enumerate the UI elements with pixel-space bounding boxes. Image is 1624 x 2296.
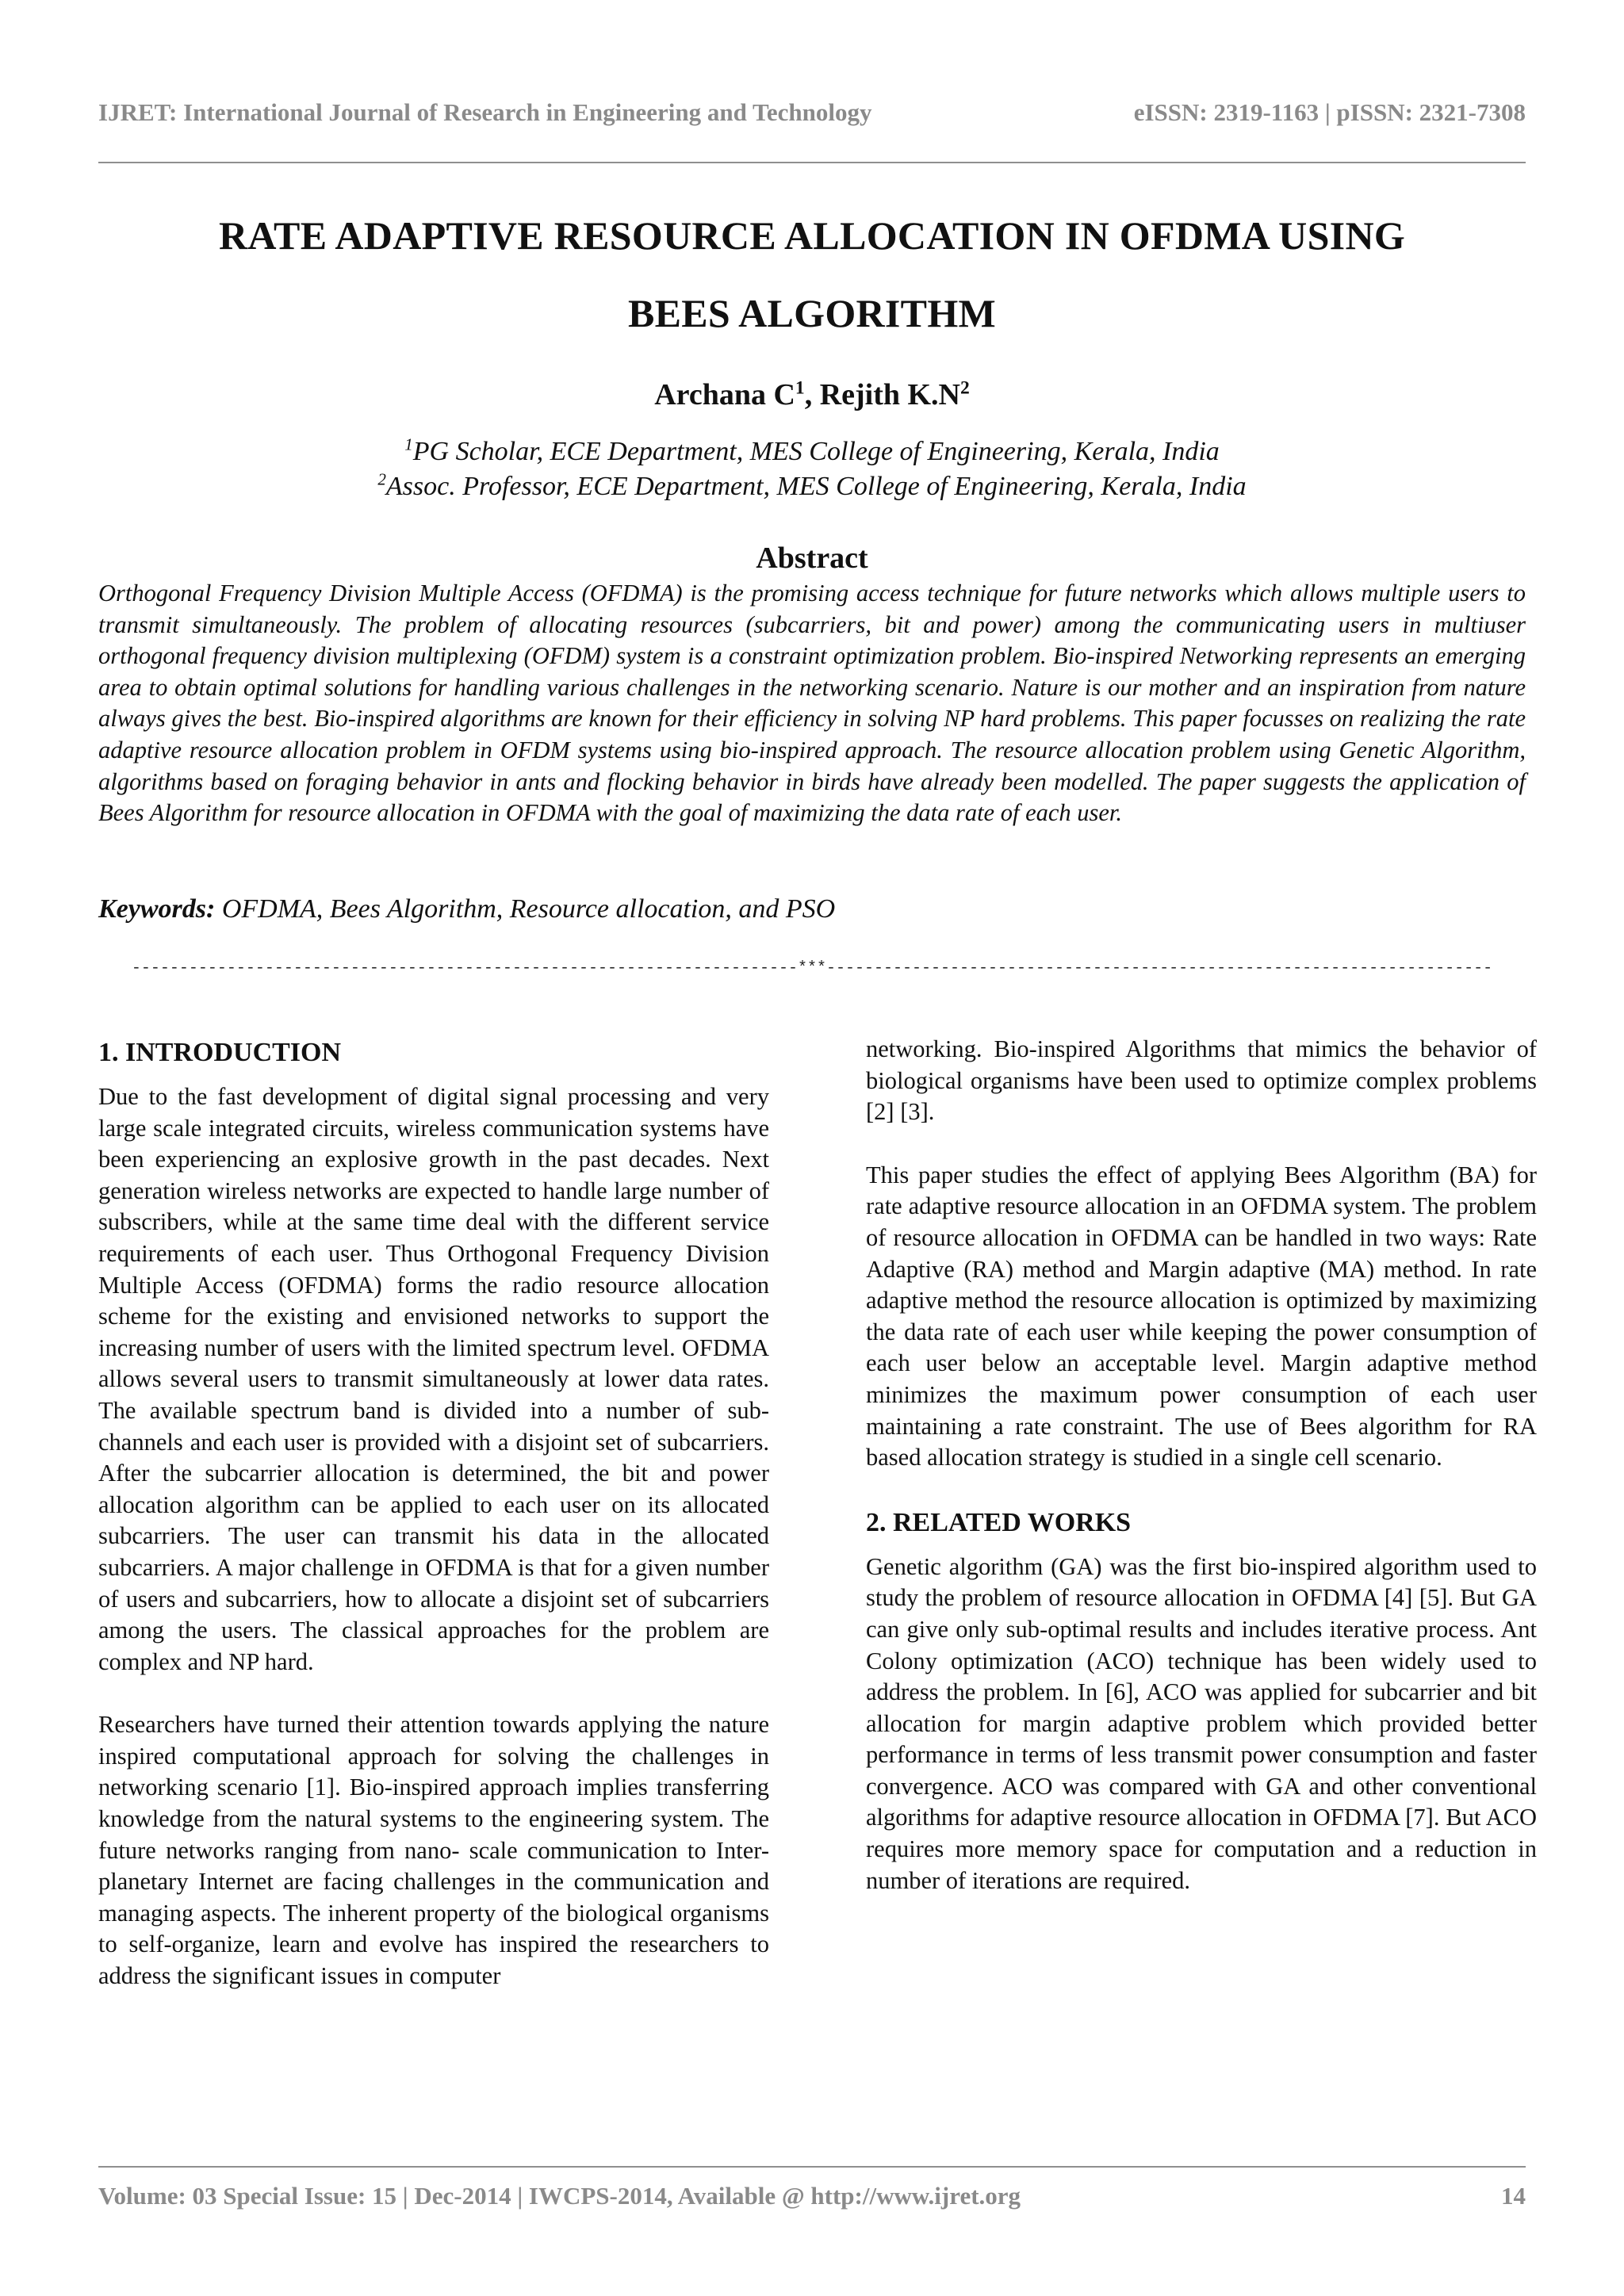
keywords-text: OFDMA, Bees Algorithm, Resource allocation, and PSO: [215, 894, 836, 924]
paper-title: [98, 197, 1526, 352]
journal-name: IJRET: International Journal of Research in Engineering and Technology: [98, 98, 872, 126]
section-separator: ----------------------------------------------------------------------***----------------------------------------------------------------------: [131, 959, 1493, 978]
introduction-heading: 1. INTRODUCTION: [98, 1038, 342, 1067]
affiliation-1-text: PG Scholar, ECE Department, MES College of Engineering, Kerala, India: [412, 437, 1220, 466]
column-right: [866, 1034, 1537, 1928]
title-line-1: RATE ADAPTIVE RESOURCE ALLOCATION IN OFDMA USING: [218, 213, 1406, 258]
title-line-2: BEES ALGORITHM: [627, 291, 997, 335]
author-separator: ,: [804, 378, 820, 411]
issn: eISSN: 2319-1163 | pISSN: 2321-7308: [1133, 98, 1526, 126]
related-works-heading: 2. RELATED WORKS: [866, 1507, 1132, 1537]
footer: [98, 2182, 1526, 2210]
author-1: Archana C: [654, 378, 795, 411]
affiliation-1: [98, 434, 1526, 469]
introduction-paragraph-3: This paper studies the effect of applying Bees Algorithm (BA) for rate adaptive resource allocation in an OFDMA system. The problem of resource allocation in OFDMA can be handled in two ways: Rate Adaptive (RA) method and Margin adaptive (MA) method. In rate adaptive method the resource allocation is optimized by maximizing the data rate of each user while keeping the power consumption of each user below an acceptable level. Margin adaptive method minimizes the maximum power consumption of each user maintaining a rate constraint. The use of Bees algorithm for RA based allocation strategy is studied in a single cell scenario.: [866, 1161, 1537, 1471]
author-2: Rejith K.N: [819, 378, 960, 411]
introduction-paragraph-2-continued: networking. Bio-inspired Algorithms that mimics the behavior of biological organisms have been used to optimize complex problems [2] [3].: [866, 1035, 1537, 1126]
affiliation-2: [98, 469, 1526, 504]
affiliation-2-sup: 2: [377, 469, 386, 489]
keywords-label: Keywords:: [98, 894, 216, 924]
header-rule: [98, 162, 1526, 163]
affiliation-2-text: Assoc. Professor, ECE Department, MES College of Engineering, Kerala, India: [385, 472, 1247, 501]
author-2-sup: 2: [960, 377, 970, 399]
footer-rule: [98, 2166, 1526, 2168]
abstract-heading: Abstract: [756, 541, 868, 575]
page-number: 14: [1501, 2182, 1526, 2210]
author-1-sup: 1: [795, 377, 805, 399]
abstract-text: Orthogonal Frequency Division Multiple Access (OFDMA) is the promising access technique for future networks which allows multiple users to transmit simultaneously. The problem of allocating resources (subcarriers, bit and power) among the communicating users in multiuser orthogonal frequency division multiplexing (OFDM) system is a constraint optimization problem. Bio-inspired Networking represents an emerging area to obtain optimal solutions for handling various challenges in the networking scenario. Nature is our mother and an inspiration from nature always gives the best. Bio-inspired algorithms are known for their efficiency in solving NP hard problems. This paper focusses on realizing the rate adaptive resource allocation problem in OFDM systems using bio-inspired approach. The resource allocation problem using Genetic Algorithm, algorithms based on foraging behavior in ants and flocking behavior in birds have already been modelled. The paper suggests the application of Bees Algorithm for resource allocation in OFDMA with the goal of maximizing the data rate of each user.: [98, 580, 1526, 827]
introduction-paragraph-1: Due to the fast development of digital signal processing and very large scale integrated circuits, wireless communication systems have been experiencing an explosive growth in the past decades. Next generation wireless networks are expected to handle large number of subscribers, while at the same time deal with the different service requirements of each user. Thus Orthogonal Frequency Division Multiple Access (OFDMA) forms the radio resource allocation scheme for the existing and envisioned networks to support the increasing number of users with the limited spectrum level. OFDMA allows several users to transmit simultaneously at lower data rates. The available spectrum band is divided into a number of sub-channels and each user is provided with a disjoint set of subcarriers. After the subcarrier allocation is determined, the bit and power allocation algorithm can be applied to each user on its allocated subcarriers. The user can transmit his data in the allocated subcarriers. A major challenge in OFDMA is that for a given number of users and subcarriers, how to allocate a disjoint set of subcarriers among the users. The classical approaches for the problem are complex and NP hard.: [98, 1083, 769, 1675]
volume-info: Volume: 03 Special Issue: 15 | Dec-2014 | IWCPS-2014, Available @ http://www.ijret.org: [98, 2182, 1021, 2210]
keywords: [98, 894, 1526, 924]
authors: [98, 377, 1526, 412]
introduction-paragraph-2: Researchers have turned their attention towards applying the nature inspired computational approach for solving the challenges in networking scenario [1]. Bio-inspired approach implies transferring knowledge from the natural systems to the engineering system. The future networks ranging from nano- scale communication to Inter-planetary Internet are facing challenges in the communication and managing aspects. The inherent property of the biological organisms to self-organize, learn and evolve has inspired the researchers to address the significant issues in computer: [98, 1711, 769, 1990]
column-left: [98, 1035, 769, 2024]
related-works-paragraph-1: Genetic algorithm (GA) was the first bio-inspired algorithm used to study the problem of resource allocation in OFDMA [4] [5]. But GA can give only sub-optimal results and includes iterative process. Ant Colony optimization (ACO) technique has been widely used to address the problem. In [6], ACO was applied for subcarrier and bit allocation for margin adaptive problem which provided better performance in terms of less transmit power consumption and faster convergence. ACO was compared with GA and other conventional algorithms for adaptive resource allocation in OFDMA [7]. But ACO requires more memory space for computation and a reduction in number of iterations are required.: [866, 1552, 1537, 1894]
running-header: [98, 98, 1526, 127]
affiliations: [98, 434, 1526, 504]
affiliation-1-sup: 1: [404, 434, 413, 454]
